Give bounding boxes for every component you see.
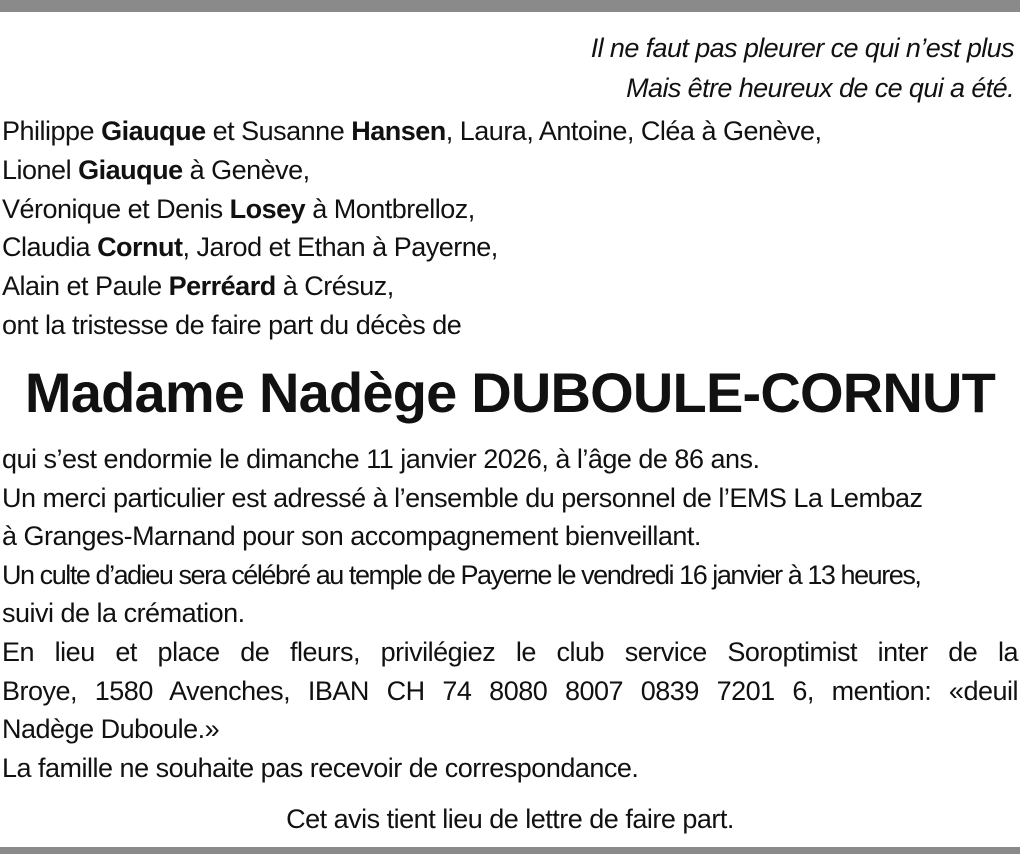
quote-line: Mais être heureux de ce qui a été. [626,73,1014,103]
body-line: suivi de la crémation. [2,598,245,629]
body-line: Nadège Duboule.» [2,714,220,745]
announcement-line: ont la tristesse de faire part du décès de [2,309,462,340]
family-surname: Cornut [97,232,183,263]
body-line: Broye, 1580 Avenches, IBAN CH 74 8080 8007 0839 7201 6, mention: «deuil [2,675,1018,706]
family-line: Philippe Giauque et Susanne Hansen, Laura, Antoine, Cléa à Genève, [2,116,822,146]
family-line: Lionel Giauque à Genève, [2,154,310,185]
deceased-name: Madame Nadège DUBOULE-CORNUT [24,361,996,424]
family-line: Véronique et Denis Losey à Montbrelloz, [2,193,475,224]
body-line: Un culte d’adieu sera célébré au temple de Payerne le vendredi 16 janvier à 13 heures, [2,559,921,590]
family-surname: Hansen [351,116,446,146]
body-line: La famille ne souhaite pas recevoir de correspondance. [2,752,639,783]
family-list [2,112,822,345]
family-line: Alain et Paule Perréard à Crésuz, [2,271,394,302]
epigraph-quote [591,28,1014,108]
notice-body [2,440,1018,787]
top-rule [0,0,1020,12]
quote-line: Il ne faut pas pleurer ce qui n’est plus [590,33,1014,63]
family-surname: Giauque [101,116,206,146]
body-line: qui s’est endormie le dimanche 11 janvier 2026, à l’âge de 86 ans. [2,444,760,474]
body-line: à Granges-Marnand pour son accompagnement bienveillant. [2,521,701,552]
family-surname: Perréard [168,271,276,302]
family-surname: Giauque [78,154,183,185]
family-line: Claudia Cornut, Jarod et Ethan à Payerne, [2,232,498,263]
bottom-rule [0,847,1020,854]
body-line: En lieu et place de fleurs, privilégiez le club service Soroptimist inter de la [2,636,1018,667]
closing-line: Cet avis tient lieu de lettre de faire part. [286,804,734,834]
family-surname: Losey [229,193,306,224]
body-line: Un merci particulier est adressé à l’ensemble du personnel de l’EMS La Lembaz [2,482,923,513]
